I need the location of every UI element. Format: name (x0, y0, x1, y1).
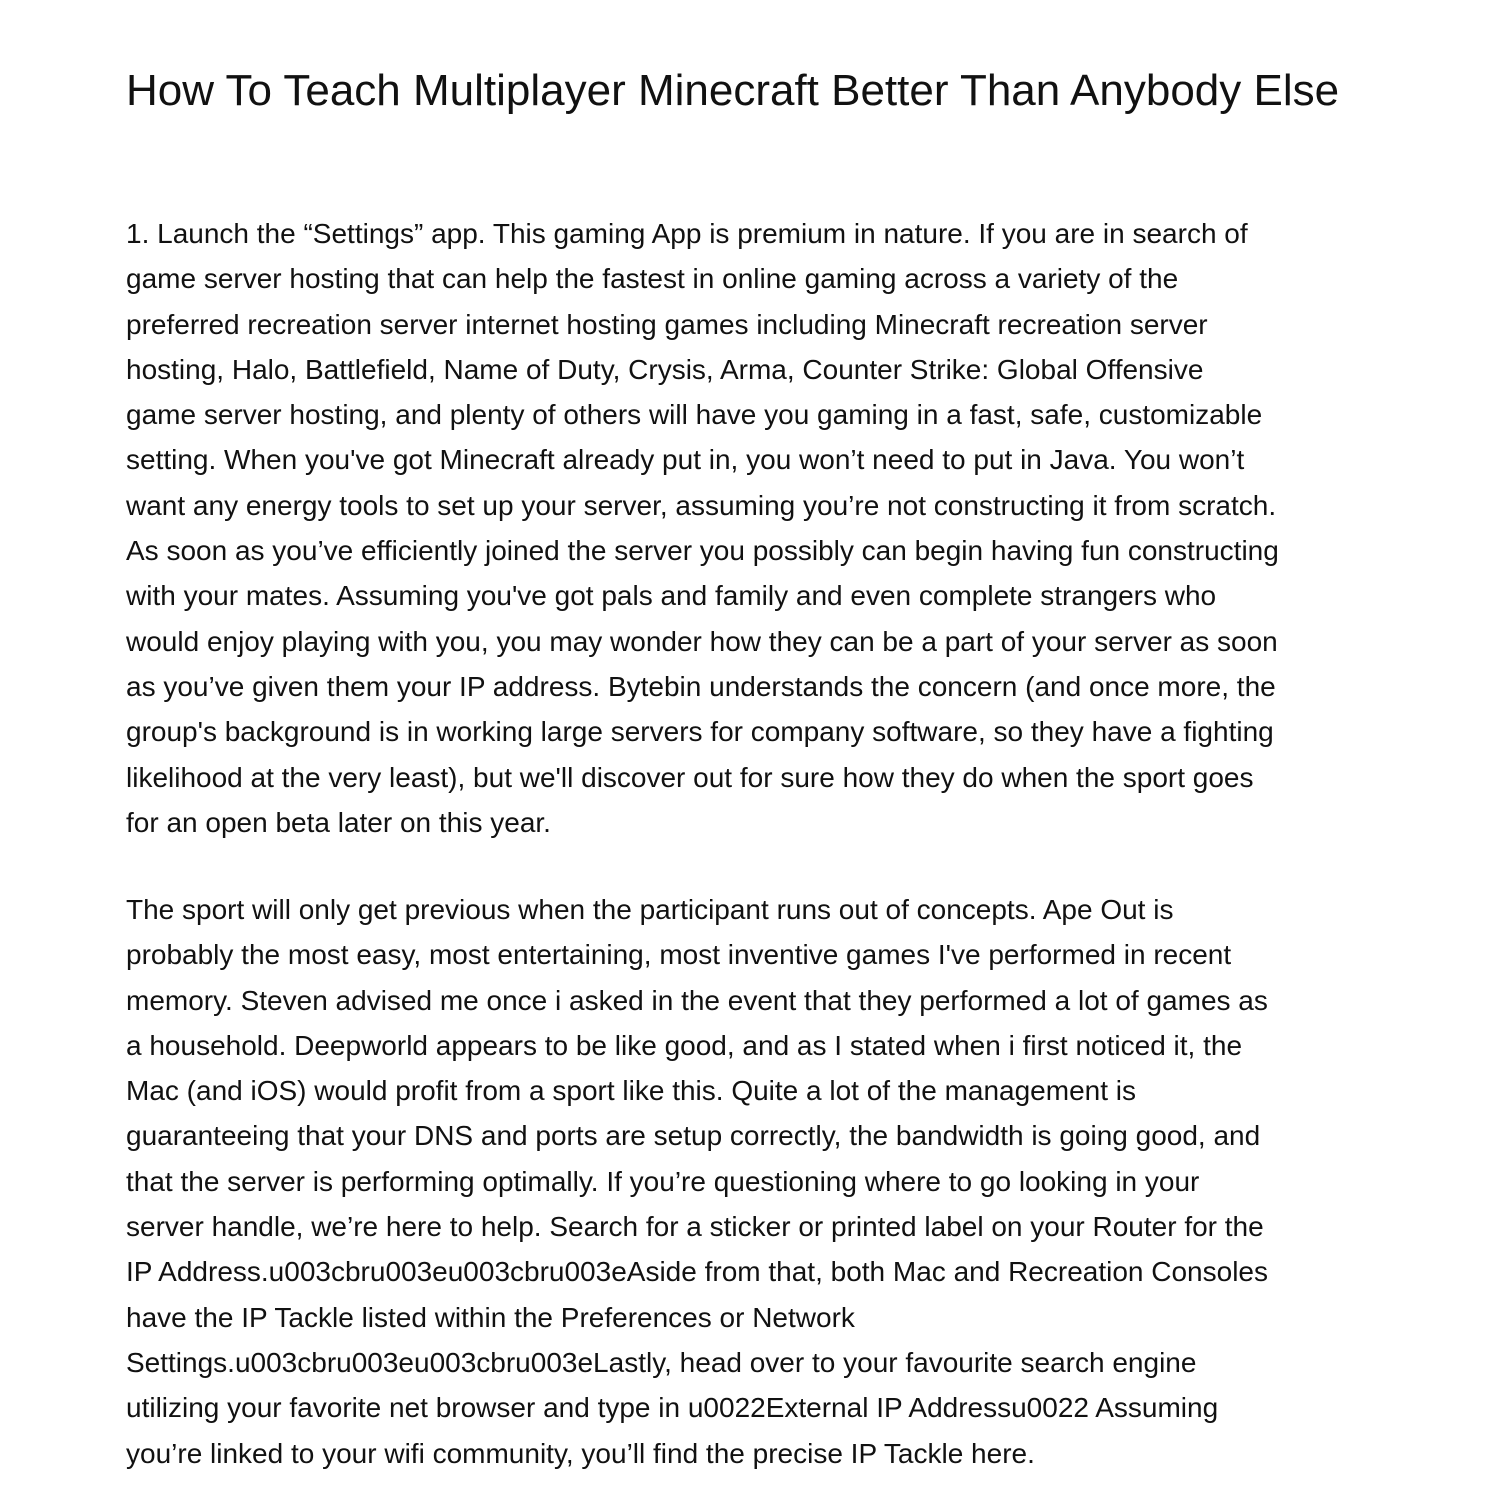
text-line: with your mates. Assuming you've got pals and family and even complete strangers who (126, 580, 1217, 612)
text-line: utilizing your favorite net browser and type in u0022External IP Addressu0022 Assuming (126, 1392, 1219, 1424)
text-line: would enjoy playing with you, you may wonder how they can be a part of your server as soon (126, 625, 1278, 657)
text-line: 1. Launch the “Settings” app. This gaming App is premium in nature. If you are in search of (126, 218, 1248, 249)
text-line: that the server is performing optimally. If you’re questioning where to go looking in your (126, 1165, 1200, 1197)
text-line: have the IP Tackle listed within the Preferences or Network (126, 1301, 855, 1333)
text-line: game server hosting, and plenty of others will have you gaming in a fast, safe, customizable (126, 399, 1263, 431)
text-line: setting. When you've got Minecraft already put in, you won’t need to put in Java. You won’t (126, 444, 1245, 476)
text-line: as you’ve given them your IP address. Bytebin understands the concern (and once more, the (126, 670, 1276, 702)
text-line: game server hosting that can help the fastest in online gaming across a variety of the (126, 263, 1179, 295)
text-line: likelihood at the very least), but we'll discover out for sure how they do when the sport goes (126, 761, 1254, 793)
page-title: How To Teach Multiplayer Minecraft Better Than Anybody Else (126, 66, 1340, 115)
text-line: guaranteeing that your DNS and ports are setup correctly, the bandwidth is going good, and (126, 1120, 1261, 1152)
text-line: hosting, Halo, Battlefield, Name of Duty, Crysis, Arma, Counter Strike: Global Offensive (126, 353, 1204, 385)
text-line: you’re linked to your wifi community, you’ll find the precise IP Tackle here. (126, 1437, 1035, 1469)
text-line: Settings.u003cbru003eu003cbru003eLastly, head over to your favourite search engine (126, 1346, 1197, 1378)
text-line: group's background is in working large servers for company software, so they have a fighting (126, 716, 1274, 748)
text-line: Mac (and iOS) would profit from a sport like this. Quite a lot of the management is (126, 1075, 1136, 1107)
paragraph-2 (126, 887, 1378, 1476)
text-line: server handle, we’re here to help. Search for a sticker or printed label on your Router for the (126, 1211, 1264, 1243)
paragraph-1 (126, 211, 1378, 845)
text-line: probably the most easy, most entertaining, most inventive games I've performed in recent (126, 939, 1232, 971)
text-line: As soon as you’ve efficiently joined the server you possibly can begin having fun constructing (126, 535, 1279, 567)
text-line: IP Address.u003cbru003eu003cbru003eAside from that, both Mac and Recreation Consoles (126, 1256, 1268, 1288)
text-line: want any energy tools to set up your server, assuming you’re not constructing it from scratch. (126, 489, 1277, 521)
text-line: a household. Deepworld appears to be like good, and as I stated when i first noticed it, the (126, 1029, 1243, 1061)
text-line: memory. Steven advised me once i asked in the event that they performed a lot of games as (126, 984, 1268, 1016)
text-line: preferred recreation server internet hosting games including Minecraft recreation server (126, 308, 1208, 340)
text-line: for an open beta later on this year. (126, 806, 551, 838)
text-line: The sport will only get previous when the participant runs out of concepts. Ape Out is (126, 894, 1174, 925)
